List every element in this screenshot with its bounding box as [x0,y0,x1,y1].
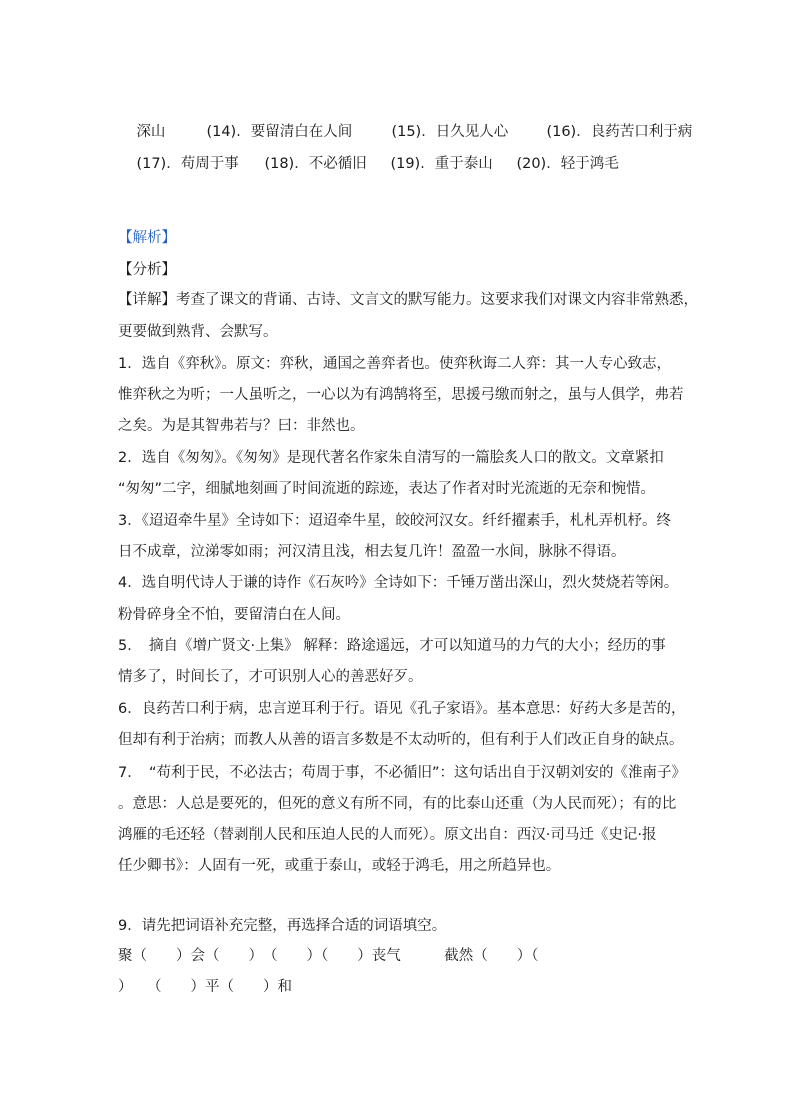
detail-line: 日不成章，泣涕零如雨；河汉清且浅，相去复几许！盈盈一水间，脉脉不得语。 [118,544,626,560]
answer-20: (20)．轻于鸿毛 [516,156,619,172]
detail-line: 粉骨碎身全不怕，要留清白在人间。 [118,607,350,623]
detail-line: 之矣。为是其智弗若与？曰：非然也。 [118,418,365,434]
detail-line: 7． “苟利于民，不必法古；苟周于事，不必循旧”：这句话出自于汉朝刘安的《淮南子》 [118,765,686,781]
answer-16: (16)．良药苦口利于病 [546,124,693,140]
question-9-blanks-line-1: 聚（ ）会（ ） （ ）（ ）丧气 截然（ ）（ [118,948,539,964]
detail-line: “匆匆”二字，细腻地刻画了时间流逝的踪迹，表达了作者对时光流逝的无奈和惋惜。 [118,481,656,497]
answer-17: (17)．苟周于事 [136,156,239,172]
detail-line: 。意思：人总是要死的，但死的意义有所不同，有的比泰山还重（为人民而死）；有的比 [118,796,677,812]
detail-line: 更要做到熟背、会默写。 [118,324,278,340]
detail-line: 【详解】考查了课文的背诵、古诗、文言文的默写能力。这要求我们对课文内容非常熟悉， [118,292,698,308]
question-9-title: 9．请先把词语补充完整，再选择合适的词语填空。 [118,918,447,934]
question-9-blanks-line-2: ） （ ）平（ ）和 [118,979,292,995]
detail-line: 2．选自《匆匆》。《匆匆》是现代著名作家朱自清写的一篇脍炙人口的散文。文章紧扣 [118,450,664,466]
answer-13: 深山 [136,124,166,140]
detail-line: 情多了，时间长了，才可识别人心的善恶好歹。 [118,669,423,685]
jiexi-heading: 【解析】 [118,230,176,246]
detail-line: 任少卿书》：人固有一死，或重于泰山，或轻于鸿毛，用之所趋异也。 [118,858,561,874]
answer-14: (14)．要留清白在人间 [206,124,353,140]
detail-line: 5． 摘自《增广贤文·上集》 解释：路途遥远，才可以知道马的力气的大小；经历的事 [118,638,666,654]
detail-line: 6．良药苦口利于病，忠言逆耳利于行。语见《孔子家语》。基本意思：好药大多是苦的， [118,701,686,717]
answer-18: (18)．不必循旧 [264,156,367,172]
detail-line: 但却有利于治病；而教人从善的语言多数是不太动听的，但有利于人们改正自身的缺点。 [118,732,684,748]
detail-line: 鸿雁的毛还轻（替剥削人民和压迫人民的人而死）。原文出自：西汉·司马迁《史记·报 [118,827,657,843]
answers-row-2 [118,134,619,194]
detail-line: 4．选自明代诗人于谦的诗作《石灰吟》全诗如下：千锤万凿出深山，烈火焚烧若等闲。 [118,575,679,591]
fenxi-heading: 【分析】 [118,262,176,278]
answer-15: (15)．日久见人心 [391,124,509,140]
detail-line: 3．《迢迢牵牛星》全诗如下：迢迢牵牛星，皎皎河汉女。纤纤擢素手，札札弄机杼。终 [118,513,671,529]
detail-line: 惟弈秋之为听；一人虽听之，一心以为有鸿鹄将至，思援弓缴而射之，虽与人俱学，弗若 [118,387,684,403]
answer-19: (19)．重于泰山 [390,156,493,172]
detail-line: 1．选自《弈秋》。原文：弈秋，通国之善弈者也。使弈秋诲二人弈：其一人专心致志， [118,356,671,372]
